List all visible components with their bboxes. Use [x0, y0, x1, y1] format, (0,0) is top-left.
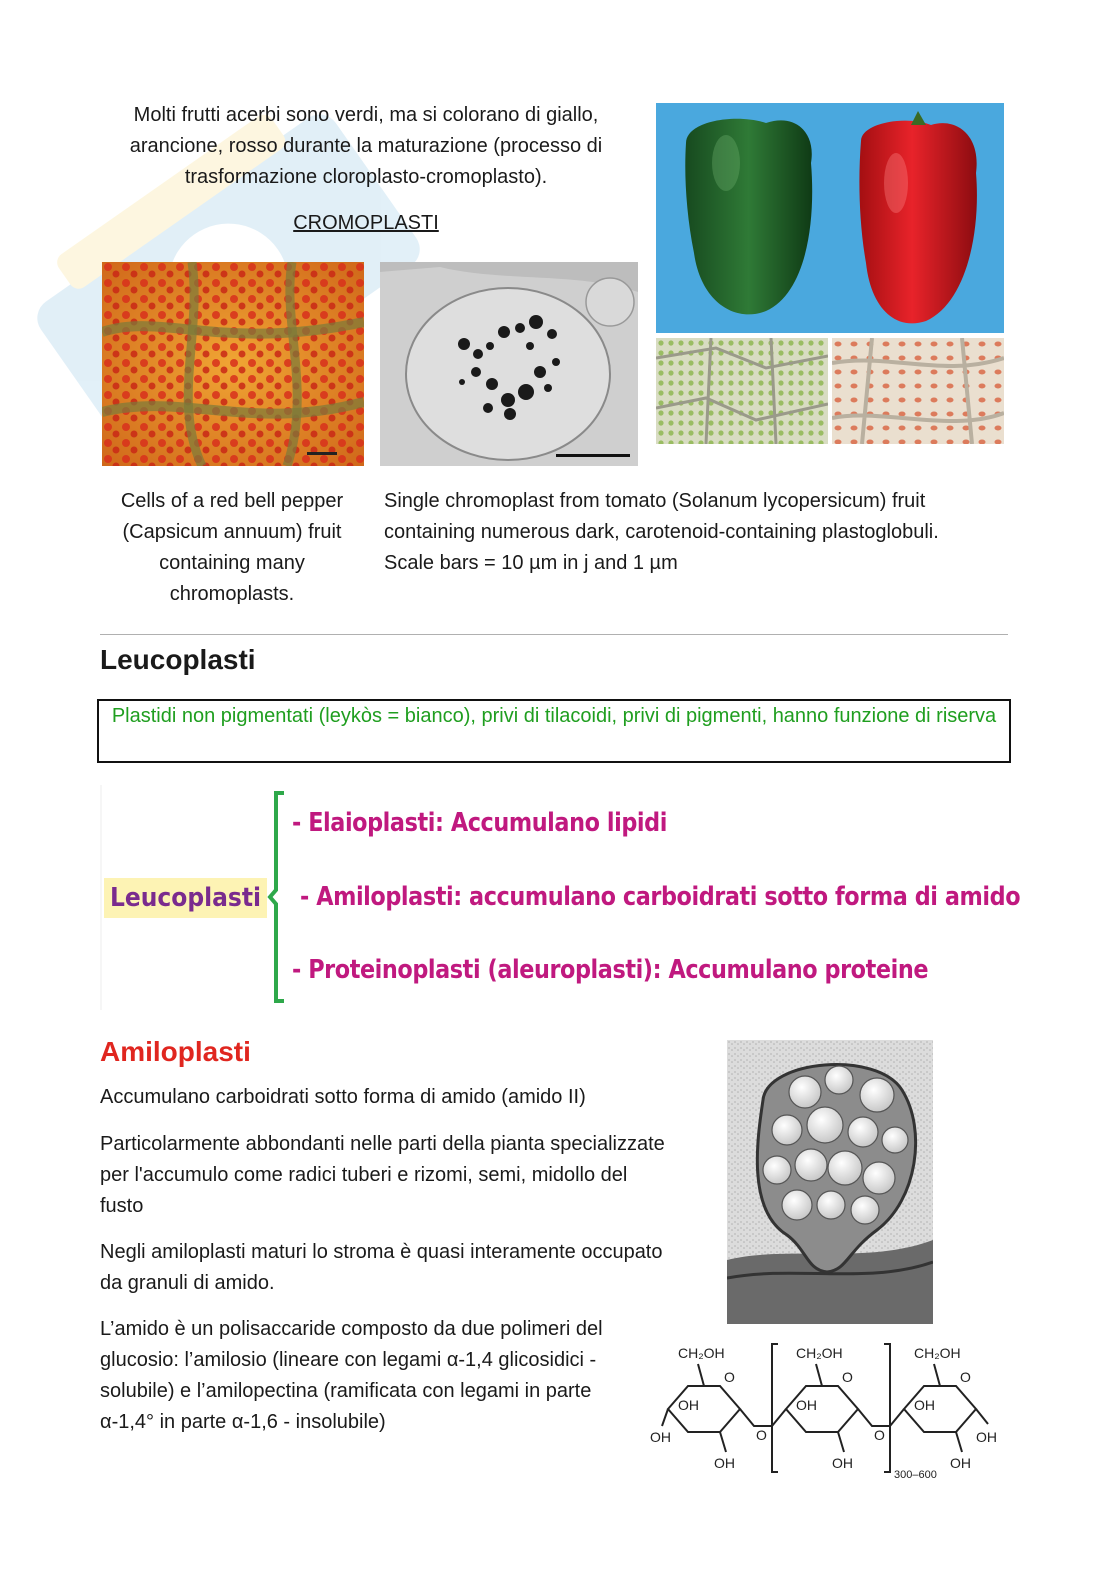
oh-label-2: OH [796, 1397, 817, 1413]
red-chromoplast-cells-image [832, 338, 1004, 444]
green-red-peppers-image [656, 103, 1004, 333]
oh-label-8: OH [976, 1429, 997, 1445]
ch2oh-label-3: CH₂OH [914, 1345, 961, 1361]
amiloplasti-paragraph-3: Negli amiloplasti maturi lo stroma è quasi interamente occupato da granuli di amido. [100, 1241, 663, 1294]
caption-red-pepper: Cells of a red bell pepper (Capsicum annuum) fruit containing many chromoplasts. [120, 490, 344, 605]
amyloplast-micrograph-image [727, 1040, 933, 1324]
repeat-unit-label: 300–600 [894, 1469, 937, 1481]
leucoplasti-heading: Leucoplasti [100, 644, 256, 675]
amiloplasti-paragraph-4: L’amido è un polisaccaride composto da due polimeri del glucosio: l’amilosio (lineare con legami α-1,4 glicosidici - solubile) e l’amilopectina (ramificata con legami in parte α-1,4° in parte α-1,6 - insolubile) [100, 1318, 603, 1433]
oh-label-6: OH [832, 1455, 853, 1471]
section-divider [100, 634, 1008, 635]
green-chloroplast-cells-image [656, 338, 828, 444]
ring-o-label-1: O [724, 1369, 735, 1385]
green-bracket [270, 793, 284, 1001]
tomato-chromoplast-image [380, 262, 638, 466]
amylose-structure-diagram [648, 1334, 1008, 1484]
oh-label-1: OH [678, 1397, 699, 1413]
intro-paragraph: Molti frutti acerbi sono verdi, ma si colorano di giallo, arancione, rosso durante la maturazione (processo di trasformazione cloroplasto-cromoplasto). [129, 104, 603, 188]
ring-o-label-3: O [960, 1369, 971, 1385]
amiloplasti-paragraph-1: Accumulano carboidrati sotto forma di amido (amido II) [100, 1086, 586, 1108]
amiloplasti-paragraph-2: Particolarmente abbondanti nelle parti della pianta specializzate per l'accumulo come radici tuberi e rizomi, semi, midollo del fusto [100, 1133, 665, 1217]
diagram-item-amiloplasti: - Amiloplasti: accumulano carboidrati sotto forma di amido [300, 882, 1021, 912]
link-o-label-2: O [874, 1427, 885, 1443]
ring-o-label-2: O [842, 1369, 853, 1385]
link-o-label-1: O [756, 1427, 767, 1443]
leucoplasti-definition-box: Plastidi non pigmentati (leykòs = bianco), privi di tilacoidi, privi di pigmenti, hanno funzione di riserva [97, 699, 1011, 763]
red-pepper-cells-image [102, 262, 364, 466]
ch2oh-label-2: CH₂OH [796, 1345, 843, 1361]
diagram-item-proteinoplasti: - Proteinoplasti (aleuroplasti): Accumulano proteine [292, 955, 929, 985]
amiloplasti-heading: Amiloplasti [100, 1036, 251, 1067]
oh-label-3: OH [914, 1397, 935, 1413]
oh-label-5: OH [714, 1455, 735, 1471]
diagram-item-elaioplasti: - Elaioplasti: Accumulano lipidi [292, 808, 667, 838]
cromoplasti-title: CROMOPLASTI [293, 212, 439, 234]
ch2oh-label-1: CH₂OH [678, 1345, 725, 1361]
oh-label-4: OH [650, 1429, 671, 1445]
diagram-leucoplasti-label: Leucoplasti [104, 878, 267, 918]
oh-label-7: OH [950, 1455, 971, 1471]
caption-tomato: Single chromoplast from tomato (Solanum lycopersicum) fruit containing numerous dark, carotenoid-containing plastoglobuli. Scale bars = 10 µm in j and 1 µm [384, 490, 939, 574]
